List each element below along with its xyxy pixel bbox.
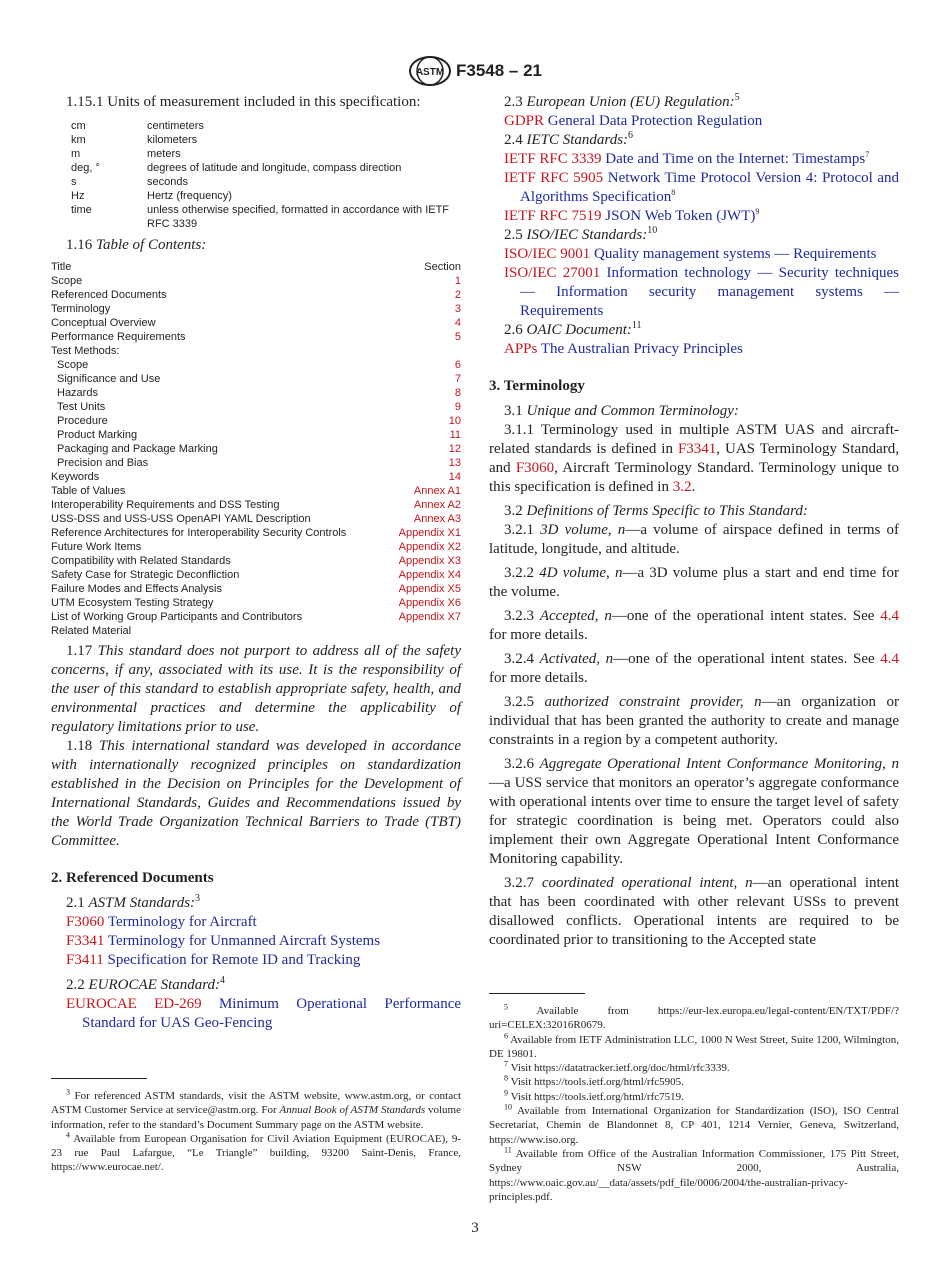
toc-row (51, 526, 461, 540)
toc-title: Conceptual Overview (51, 317, 156, 329)
unit-symbol: time (71, 204, 92, 216)
toc-section-link[interactable]: Appendix X4 (398, 569, 461, 581)
units-heading: 1.15.1 Units of measurement included in this specification: (66, 94, 421, 110)
unit-description: degrees of latitude and longitude, compass direction (147, 162, 402, 174)
definitions-list (489, 521, 899, 950)
toc-row (51, 540, 461, 554)
reference-code: IETF RFC 3339 (504, 151, 602, 167)
toc-title: Table of Values (51, 485, 126, 497)
section-3-1-1: 3.1.1 Terminology used in multiple ASTM UAS and aircraft-related standards is defined in F3341, UAS Terminology Standard, and F3060, Aircraft Terminology Standard. Terminology unique to this specification is defined in 3.2. (489, 422, 900, 495)
reference-eurocae-ed-269[interactable] (51, 995, 461, 1033)
footnote-ref: 7 (865, 150, 870, 159)
reference-title: Network Time Protocol Version 4: Protocol and Algorithms Specification (520, 170, 900, 205)
toc-title: Test Units (57, 401, 106, 413)
definition-item: 3.2.7 coordinated operational intent, n—an operational intent that has been coordinated with other relevant USSs to prevent disallowed conflicts. Operational intents are required to be coordinated prior to transitioning to the Accepted state (489, 875, 900, 948)
unit-row (71, 147, 461, 161)
toc-row (51, 624, 461, 638)
reference-code: F3411 (66, 952, 104, 968)
toc-col-title: Title (51, 261, 72, 273)
right-column (489, 93, 899, 950)
link-f3060[interactable]: F3060 (515, 460, 555, 476)
section-2-5: 2.5 ISO/IEC Standards:$^{10}$ (504, 225, 658, 243)
unit-symbol: cm (71, 120, 86, 132)
toc-title: Procedure (57, 415, 108, 427)
reference-apps[interactable] (489, 340, 899, 359)
units-table (71, 119, 461, 231)
definition-term: Accepted, n (539, 608, 612, 624)
toc-row (51, 596, 461, 610)
page-number: 3 (471, 1220, 479, 1236)
footnote: $^7$ Visit https://datatracker.ietf.org/doc/html/rfc3339. (504, 1059, 730, 1075)
para-1-17: 1.17 This standard does not purport to address all of the safety concerns, if any, associated with its use. It is the responsibility of the user of this standard to establish appropriate safety, health, and environmental practices and determine the applicability of regulatory limitations prior to use. (51, 643, 462, 735)
reference-code: IETF RFC 7519 (504, 208, 602, 224)
toc-section-link[interactable]: 3 (454, 303, 461, 315)
section-3-heading: 3. Terminology (489, 378, 585, 394)
toc-title: Compatibility with Related Standards (51, 555, 231, 567)
toc-title: Related Material (51, 625, 132, 637)
section-2-1: 2.1 ASTM Standards:$^3$ (66, 893, 201, 911)
reference-title: Terminology for Unmanned Aircraft Systems (107, 933, 381, 949)
toc-row (51, 470, 461, 484)
unit-row (71, 119, 461, 133)
toc-row (51, 358, 461, 372)
reference-code: EUROCAE ED-269 (66, 996, 202, 1012)
toc-header-row (51, 260, 461, 274)
footnote: $^{11}$ Available from Office of the Australian Information Commissioner, 175 Pitt Street, Sydney NSW 2000, Australia, https://www.oaic.gov.au/__data/assets/pdf_file/0006/2004/the-australian-privacy-principles.pdf. (489, 1145, 899, 1203)
reference-title: Quality management systems — Requirements (594, 246, 877, 262)
toc-section-link[interactable]: Appendix X7 (398, 611, 461, 623)
toc-title: UTM Ecosystem Testing Strategy (51, 597, 214, 609)
reference-title: Minimum Operational Performance Standard for UAS Geo-Fencing (82, 996, 462, 1031)
toc-title: Precision and Bias (57, 457, 149, 469)
toc-row (51, 302, 461, 316)
reference-gdpr[interactable] (489, 112, 899, 131)
unit-symbol: m (71, 148, 81, 160)
definition-item: 3.2.3 Accepted, n—one of the operational intent states. See 4.4 for more details. (489, 608, 900, 643)
toc-section-link[interactable]: 14 (448, 471, 461, 483)
reference-title: General Data Protection Regulation (547, 113, 763, 129)
toc-row (51, 442, 461, 456)
section-2-6: 2.6 OAIC Document:$^{11}$ (504, 320, 642, 338)
toc-title: USS-DSS and USS-USS OpenAPI YAML Description (51, 513, 311, 525)
unit-description: unless otherwise specified, formatted in accordance with IETF RFC 3339 (147, 204, 450, 230)
section-2-heading: 2. Referenced Documents (51, 870, 214, 886)
toc-row (51, 274, 461, 288)
toc-title: Test Methods: (51, 345, 120, 357)
footnote: $^8$ Visit https://tools.ietf.org/html/rfc5905. (504, 1073, 684, 1089)
reference-item[interactable] (489, 150, 899, 169)
definition-item: 3.2.4 Activated, n—one of the operational intent states. See 4.4 for more details. (489, 651, 900, 686)
toc-heading: 1.16 Table of Contents: (66, 237, 207, 253)
toc-section-link[interactable]: Appendix X5 (398, 583, 461, 595)
unit-symbol: Hz (71, 190, 85, 202)
toc-section-link[interactable]: 5 (454, 331, 461, 343)
toc-title: Scope (57, 359, 89, 371)
toc-row (51, 512, 461, 526)
reference-code: F3341 (66, 933, 105, 949)
reference-code: ISO/IEC 27001 (504, 265, 601, 281)
definition-item: 3.2.2 4D volume, n—a 3D volume plus a start and end time for the volume. (489, 565, 900, 600)
unit-row (71, 161, 461, 175)
definition-item: 3.2.1 3D volume, n—a volume of airspace defined in terms of latitude, longitude, and altitude. (489, 522, 899, 557)
reference-title: Date and Time on the Internet: Timestamps (605, 151, 866, 167)
reference-item[interactable] (489, 264, 899, 321)
unit-symbol: deg, ° (71, 162, 100, 174)
toc-row (51, 456, 461, 470)
footnote: $^6$ Available from IETF Administration LLC, 1000 N West Street, Suite 1200, Wilmington, DE 19801. (489, 1030, 899, 1060)
toc-section-link[interactable]: Annex A1 (413, 485, 461, 497)
unit-description: kilometers (147, 134, 198, 146)
toc-title: Scope (51, 275, 83, 287)
toc-title: Failure Modes and Effects Analysis (51, 583, 222, 595)
toc-section-link[interactable]: 13 (448, 457, 461, 469)
toc-title: Performance Requirements (51, 331, 186, 343)
definition-term: 3D volume, n (540, 522, 626, 538)
unit-row (71, 133, 461, 147)
toc-row (51, 498, 461, 512)
toc-row (51, 414, 461, 428)
toc-section-link[interactable]: 1 (454, 275, 461, 287)
toc-section-link[interactable]: Annex A2 (413, 499, 461, 511)
toc-section-link[interactable]: 11 (449, 429, 461, 441)
unit-description: Hertz (frequency) (147, 190, 232, 202)
toc-row (51, 568, 461, 582)
reference-title: Terminology for Aircraft (107, 914, 257, 930)
unit-description: seconds (147, 176, 188, 188)
footnote-rule (51, 1078, 147, 1079)
footnote-ref: 8 (671, 188, 676, 197)
section-3-2: 3.2 Definitions of Terms Specific to This Standard: (504, 503, 808, 519)
definition-term: coordinated operational intent, n (541, 875, 753, 891)
definition-term: authorized constraint provider, n (544, 694, 762, 710)
unit-symbol: km (71, 134, 86, 146)
toc-row (51, 316, 461, 330)
link-section-4-4[interactable]: 4.4 (880, 608, 900, 624)
reference-item[interactable] (51, 951, 461, 970)
definition-term: 4D volume, n (539, 565, 623, 581)
svg-text:ASTM: ASTM (415, 67, 445, 78)
left-column (51, 93, 461, 1033)
toc-section-link (391, 344, 461, 358)
toc-section-link[interactable]: Appendix X3 (398, 555, 461, 567)
footnote-ref: 9 (755, 207, 760, 216)
toc-title: Packaging and Package Marking (57, 443, 218, 455)
reference-code: ISO/IEC 9001 (504, 246, 591, 262)
toc-title: Safety Case for Strategic Deconfliction (51, 569, 240, 581)
toc-col-section: Section (424, 261, 461, 273)
right-footnotes (489, 993, 899, 1204)
definition-term: Activated, n (539, 651, 614, 667)
unit-description: centimeters (147, 120, 204, 132)
section-3-1: 3.1 Unique and Common Terminology: (504, 403, 739, 419)
toc-row (51, 330, 461, 344)
toc-row (51, 554, 461, 568)
footnote: $^9$ Visit https://tools.ietf.org/html/rfc7519. (504, 1088, 684, 1103)
toc-section-link[interactable]: 2 (454, 289, 461, 301)
reference-item[interactable] (51, 932, 461, 951)
reference-item[interactable] (489, 245, 899, 264)
ietf-reference-list (489, 150, 899, 226)
toc-row (51, 484, 461, 498)
toc-title: Interoperability Requirements and DSS Testing (51, 499, 280, 511)
unit-row (71, 203, 461, 231)
reference-code: GDPR (504, 113, 545, 129)
toc-row (51, 400, 461, 414)
reference-title: Information technology — Security techniques — Information security management systems — Requirements (520, 265, 900, 319)
toc-section-link[interactable]: 6 (454, 359, 461, 371)
reference-code: F3060 (66, 914, 105, 930)
toc-section-link[interactable]: Appendix X2 (398, 541, 461, 553)
link-f3341[interactable]: F3341 (677, 441, 717, 457)
toc-title: Future Work Items (51, 541, 142, 553)
toc-title: Terminology (51, 303, 111, 315)
reference-item[interactable] (51, 913, 461, 932)
unit-row (71, 189, 461, 203)
link-section-4-4[interactable]: 4.4 (880, 651, 900, 667)
footnote: $^{10}$ Available from International Organization for Standardization (ISO), ISO Central Secretariat, Chemin de Blandonnet 8, CP 401, 1214 Vernier, Geneva, Switzerland, https://www.iso.org. (489, 1102, 899, 1146)
reference-item[interactable] (489, 169, 899, 207)
toc-section-link[interactable]: 10 (448, 415, 461, 427)
toc-section-link[interactable]: 7 (454, 373, 461, 385)
toc-row (51, 582, 461, 596)
toc-section-link[interactable]: 8 (454, 387, 461, 399)
unit-description: meters (147, 148, 181, 160)
astm-reference-list (51, 913, 461, 970)
standard-designation: F3548 – 21 (455, 61, 542, 80)
unit-symbol: s (71, 176, 77, 188)
reference-code: APPs (504, 341, 538, 357)
footnote: $^4$ Available from European Organisation for Civil Aviation Equipment (EUROCAE), 9-23 rue Paul Lafargue, “Le Triangle” building, 93200 Saint-Denis, France, https://www.eurocae.net/. (51, 1130, 461, 1174)
toc-title: Significance and Use (57, 373, 161, 385)
table-of-contents (51, 260, 461, 638)
toc-section-link[interactable]: 4 (454, 317, 461, 329)
toc-row (51, 428, 461, 442)
toc-title: Reference Architectures for Interoperability Security Controls (51, 527, 347, 539)
definition-item: 3.2.5 authorized constraint provider, n—an organization or individual that has been granted the authority to create and manage constraints in a region by a competent authority. (489, 694, 900, 748)
reference-title: Specification for Remote ID and Tracking (107, 952, 361, 968)
toc-row (51, 610, 461, 624)
footnote: $^5$ Available from https://eur-lex.europa.eu/legal-content/EN/TXT/PDF/?uri=CELEX:32016R0679. (489, 1002, 899, 1032)
toc-title: List of Working Group Participants and Contributors (51, 611, 303, 623)
link-section-3-2[interactable]: 3.2 (672, 479, 692, 495)
left-footnotes (51, 1078, 461, 1175)
footnote: $^3$ For referenced ASTM standards, visit the ASTM website, www.astm.org, or contact ASTM Customer Service at service@astm.org. For Annual Book of ASTM Standards volume information, refer to the standard’s Document Summary page on the ASTM website. (51, 1087, 462, 1131)
reference-item[interactable] (489, 207, 899, 226)
section-2-3: 2.3 European Union (EU) Regulation:$^5$ (504, 92, 740, 110)
toc-section-link[interactable]: Appendix X6 (398, 597, 461, 609)
toc-section-link[interactable]: Annex A3 (413, 513, 461, 525)
section-2-2: 2.2 EUROCAE Standard:$^4$ (66, 975, 226, 993)
toc-row (51, 372, 461, 386)
section-2-4: 2.4 IETC Standards:$^6$ (504, 130, 634, 148)
iso-reference-list (489, 245, 899, 321)
toc-section-link[interactable]: 9 (454, 401, 461, 413)
reference-code: IETF RFC 5905 (504, 170, 604, 186)
unit-row (71, 175, 461, 189)
toc-section-link (391, 624, 461, 638)
page-header (0, 56, 950, 86)
reference-title: The Australian Privacy Principles (540, 341, 743, 357)
toc-row (51, 344, 461, 358)
toc-section-link[interactable]: Appendix X1 (398, 527, 461, 539)
definition-term: Aggregate Operational Intent Conformance Monitoring, n (539, 756, 899, 772)
toc-row (51, 386, 461, 400)
toc-title: Keywords (51, 471, 100, 483)
toc-section-link[interactable]: 12 (448, 443, 461, 455)
footnote-rule (489, 993, 585, 994)
definition-item: 3.2.6 Aggregate Operational Intent Conformance Monitoring, n—a USS service that monitors an operator’s aggregate conformance with operational intents over time to ensure the target level of safety for strategic coordination is being met. Operators could also implement their own Aggregate Operational Intent Conformance Monitoring capability. (489, 756, 899, 867)
reference-title: JSON Web Token (JWT) (605, 208, 756, 224)
toc-row (51, 288, 461, 302)
toc-title: Product Marking (57, 429, 138, 441)
toc-title: Hazards (57, 387, 98, 399)
astm-logo (408, 56, 452, 86)
para-1-18: 1.18 This international standard was developed in accordance with internationally recognized principles on standardization established in the Decision on Principles for the Development of International Standards, Guides and Recommendations issued by the World Trade Organization Technical Barriers to Trade (TBT) Committee. (51, 738, 462, 849)
toc-title: Referenced Documents (51, 289, 167, 301)
